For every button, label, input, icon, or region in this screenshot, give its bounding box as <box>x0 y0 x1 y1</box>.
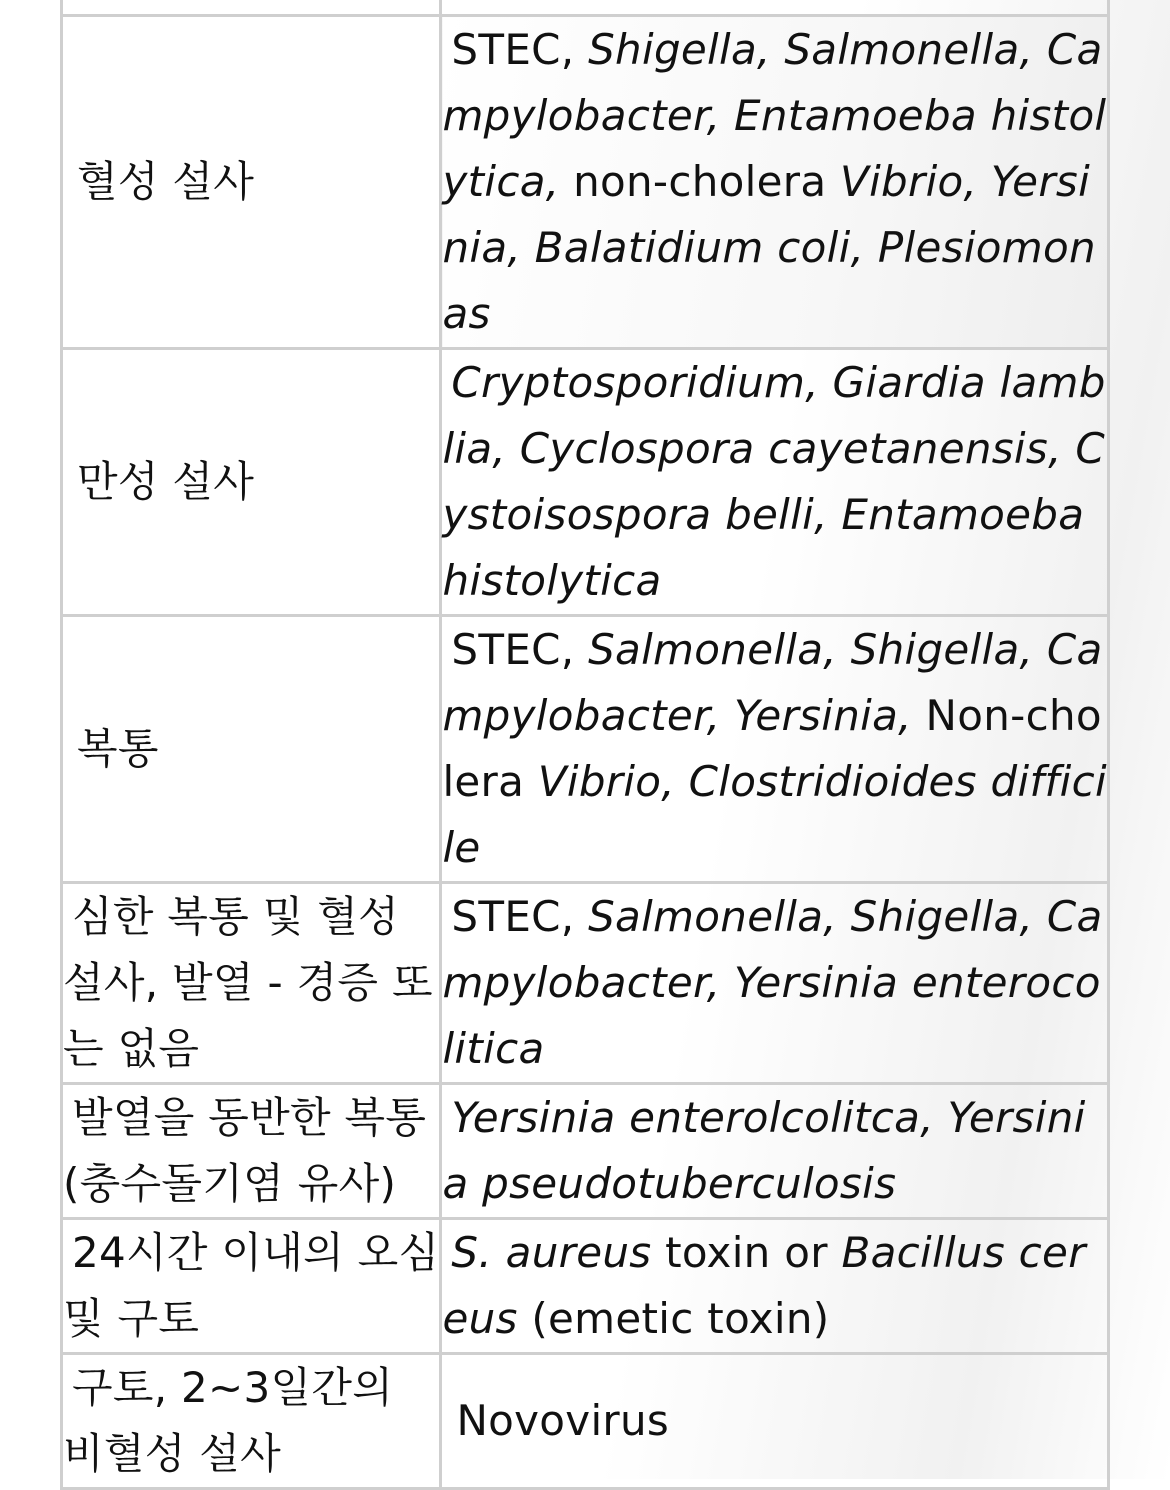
symptom-text: 혈성 설사 <box>77 157 255 206</box>
symptom-cell <box>62 1084 441 1219</box>
table-row <box>62 1219 1109 1354</box>
organism-cell <box>441 1219 1109 1354</box>
table-row <box>62 1354 1109 1489</box>
pathogen-symptom-table <box>60 0 1110 1490</box>
organism-segment: (emetic toxin) <box>517 1294 830 1343</box>
organism-segment: Vibrio, Clostridioides difficile <box>442 757 1107 872</box>
table-row <box>62 349 1109 616</box>
organism-text <box>442 17 1107 347</box>
organism-segment: Novovirus <box>456 1396 670 1445</box>
symptom-cell <box>62 883 441 1084</box>
symptom-text <box>63 884 439 1082</box>
organism-cell <box>441 1354 1109 1489</box>
symptom-text <box>63 1220 439 1352</box>
symptom-cell <box>62 1354 441 1489</box>
organism-cell <box>441 883 1109 1084</box>
organism-text <box>442 617 1107 881</box>
symptom-cell <box>62 1219 441 1354</box>
table-body <box>62 0 1109 1489</box>
symptom-text: 만성 설사 <box>77 457 255 506</box>
symptom-text <box>63 1085 439 1217</box>
symptom-cell <box>62 616 441 883</box>
organism-text <box>442 350 1107 614</box>
organism-text <box>442 1220 1107 1352</box>
symptom-cell <box>62 0 441 16</box>
organism-segment: Cryptosporidium, Giardia lamblia, Cyclospora cayetanensis, Cystoisospora belli, Entamoeba histolytica <box>442 358 1106 605</box>
organism-cell <box>441 1084 1109 1219</box>
table-row <box>62 16 1109 349</box>
organism-segment: Bacillus cereus <box>442 1228 1086 1343</box>
organism-segment: toxin or <box>651 1228 842 1277</box>
organism-segment: non-cholera <box>559 157 841 206</box>
table-row <box>62 1084 1109 1219</box>
symptom-text: 복통 <box>77 724 159 773</box>
organism-segment: Yersinia enterolcolitca, Yersinia pseudotuberculosis <box>442 1093 1086 1208</box>
table-row <box>62 616 1109 883</box>
symptom-segment: 심한 복통 및 혈성설사, 발열 - 경증 또는 없음 <box>63 892 433 1073</box>
organism-text <box>442 1388 1107 1454</box>
symptom-text <box>63 1355 439 1487</box>
organism-segment: Non-cholera <box>442 691 1102 806</box>
symptom-segment: 발열을 동반한 복통(충수돌기염 유사) <box>63 1093 427 1208</box>
organism-segment: Salmonella, Shigella, Campylobacter, Yersinia, <box>442 625 1103 740</box>
organism-segment: STEC, <box>451 25 589 74</box>
organism-text <box>442 884 1107 1082</box>
table-row <box>62 0 1109 16</box>
organism-cell <box>441 0 1109 16</box>
organism-segment: Shigella, Salmonella, Campylobacter, Entamoeba histolytica, <box>442 25 1107 206</box>
organism-segment: Vibrio, Yersinia, Balatidium coli, Plesiomonas <box>442 157 1096 338</box>
organism-cell <box>441 16 1109 349</box>
symptom-segment: 24시간 이내의 오심 및 구토 <box>63 1228 440 1343</box>
organism-segment: STEC, <box>451 625 589 674</box>
organism-segment: Salmonella, Shigella, Campylobacter, Yersinia enterocolitica <box>442 892 1103 1073</box>
organism-segment: STEC, <box>451 892 589 941</box>
symptom-segment: 구토, 2~3일간의 비혈성 설사 <box>63 1363 394 1478</box>
symptom-cell <box>62 349 441 616</box>
organism-text <box>442 1085 1107 1217</box>
organism-cell <box>441 349 1109 616</box>
symptom-cell <box>62 16 441 349</box>
organism-segment: S. aureus <box>451 1228 652 1277</box>
organism-cell <box>441 616 1109 883</box>
table-row <box>62 883 1109 1084</box>
